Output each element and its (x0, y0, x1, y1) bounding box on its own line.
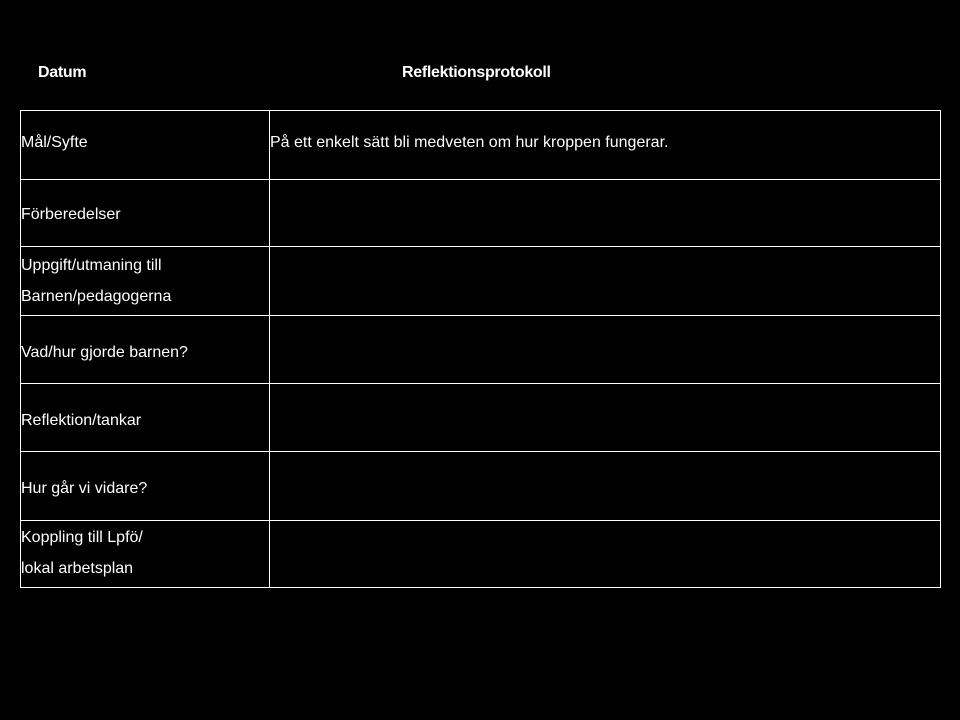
reflection-value-cell[interactable] (270, 384, 941, 452)
row-label-cell (21, 521, 270, 588)
goal-value: På ett enkelt sätt bli medveten om hur kroppen fungerar. (270, 134, 669, 151)
row-label: Hur går vi vidare? (21, 480, 148, 497)
protocol-title: Reflektionsprotokoll (402, 64, 551, 81)
row-label-line: Koppling till Lpfö/ (21, 529, 143, 546)
curriculum-link-value (270, 521, 940, 522)
task-value (270, 247, 940, 250)
row-label-cell (21, 111, 270, 180)
goal-value-cell[interactable] (270, 111, 941, 180)
next-steps-value-cell[interactable] (270, 452, 941, 521)
next-steps-value (270, 452, 940, 474)
table-row-curriculum-link (21, 521, 941, 588)
table-row-task (21, 247, 941, 316)
row-label-cell (21, 384, 270, 452)
row-label: Mål/Syfte (21, 134, 88, 151)
row-label: Reflektion/tankar (21, 412, 142, 429)
row-label-cell (21, 316, 270, 384)
reflection-value (270, 384, 940, 406)
preparations-value-cell[interactable] (270, 180, 941, 247)
row-label (21, 521, 269, 584)
row-label-cell (21, 452, 270, 521)
preparations-value (270, 180, 940, 200)
row-label-line: Uppgift/utmaning till (21, 257, 162, 274)
what-children-did-value (270, 316, 940, 338)
table-row-reflection (21, 384, 941, 452)
row-label-line: Barnen/pedagogerna (21, 288, 172, 305)
date-header: Datum (38, 64, 87, 81)
table-row-preparations (21, 180, 941, 247)
table-row-goal (21, 111, 941, 180)
table-row-next-steps (21, 452, 941, 521)
reflection-protocol-table (20, 110, 941, 588)
row-label (21, 247, 269, 312)
table-row-what-children-did (21, 316, 941, 384)
task-value-cell[interactable] (270, 247, 941, 316)
row-label-cell (21, 247, 270, 316)
row-label-line: lokal arbetsplan (21, 560, 134, 577)
row-label-cell (21, 180, 270, 247)
row-label: Förberedelser (21, 206, 121, 223)
curriculum-link-value-cell[interactable] (270, 521, 941, 588)
what-children-did-value-cell[interactable] (270, 316, 941, 384)
row-label: Vad/hur gjorde barnen? (21, 344, 188, 361)
